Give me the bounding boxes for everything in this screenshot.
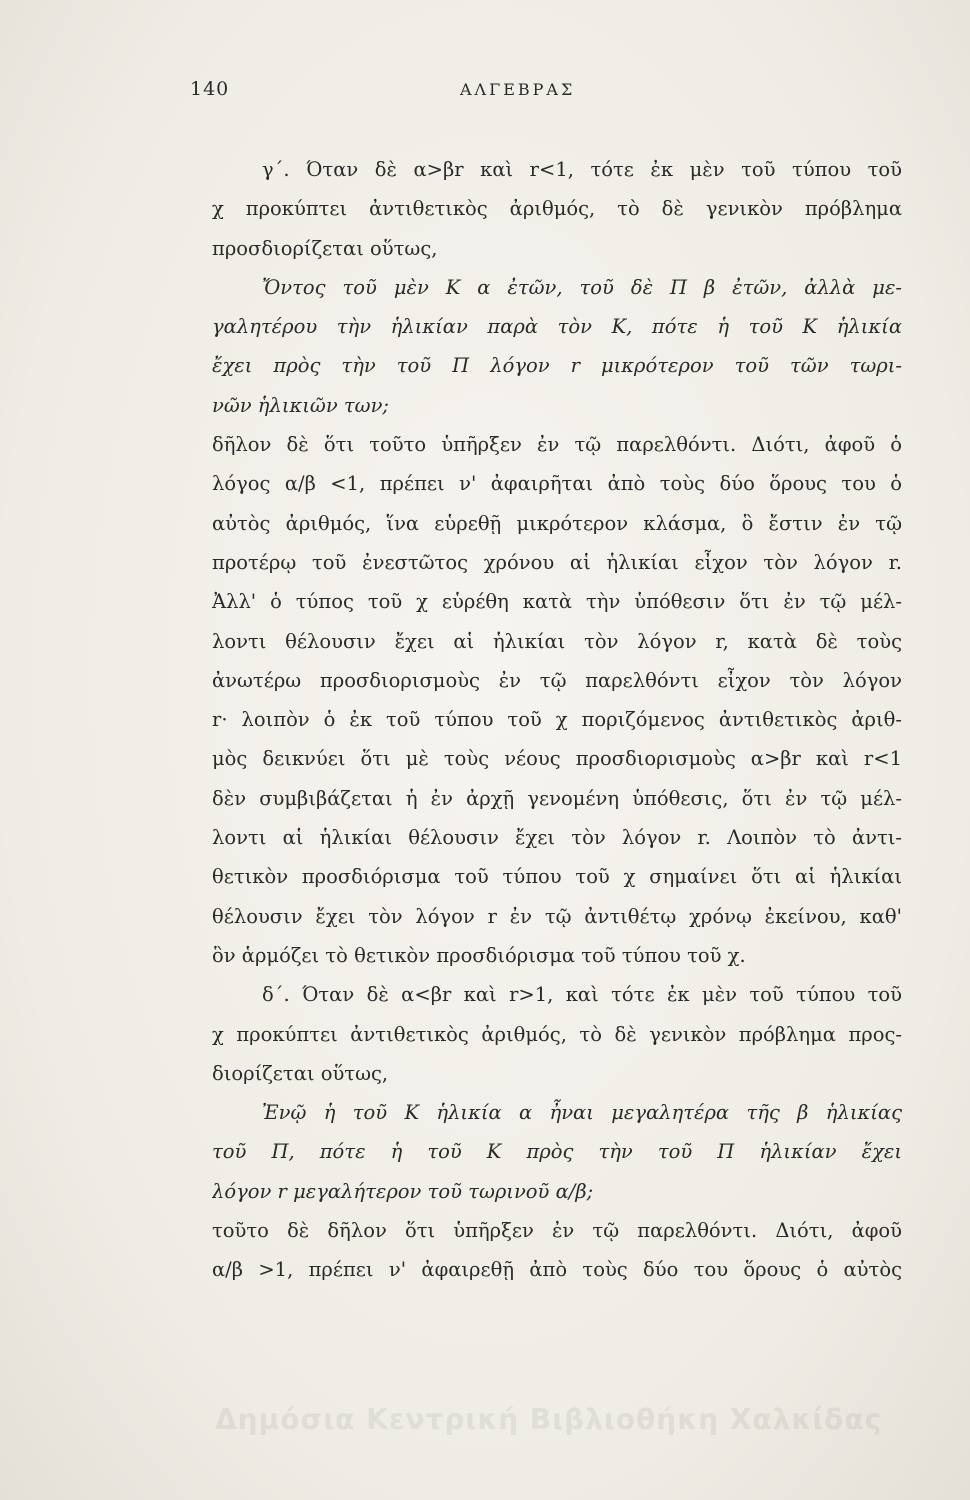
text-line: λοντι αἱ ἡλικίαι θέλουσιν ἔχει τὸν λόγον r. Λοιπὸν τὸ ἀντι- [212,826,902,850]
text-line: ἀνωτέρω προσδιορισμοὺς ἐν τῷ παρελθόντι εἶχον τὸν λόγον [212,668,902,692]
text-line: διορίζεται οὕτως, [212,1061,389,1085]
text-line: λόγος α/β <1, πρέπει ν' ἀφαιρῆται ἀπὸ τοὺς δύο ὅρους του ὁ [212,472,902,496]
body-text [212,150,902,1290]
text-line: Ὄντος τοῦ μὲν Κ α ἐτῶν, τοῦ δὲ Π β ἐτῶν, ἀλλὰ με- [262,275,902,299]
library-watermark: Δημόσια Κεντρική Βιβλιοθήκη Χαλκίδας [215,1403,883,1436]
text-line: λόγον r μεγαλήτερον τοῦ τωρινοῦ α/β; [212,1179,594,1203]
text-line: ἔχει πρὸς τὴν τοῦ Π λόγον r μικρότερον τοῦ τῶν τωρι- [212,354,902,378]
text-line: δὲν συμβιβάζεται ἡ ἐν ἀρχῇ γενομένη ὑπόθεσις, ὅτι ἐν τῷ μέλ- [212,786,902,810]
text-line: γ΄. Όταν δὲ α>βr καὶ r<1, τότε ἐκ μὲν τοῦ τύπου τοῦ [262,158,902,181]
text-line: Ἀλλ' ὁ τύπος τοῦ χ εὑρέθη κατὰ τὴν ὑπόθεσιν ὅτι ἐν τῷ μέλ- [212,590,902,614]
text-line: προσδιορίζεται οὕτως, [212,236,438,260]
text-line: ὃν ἁρμόζει τὸ θετικὸν προσδιόρισμα τοῦ τύπου τοῦ χ. [212,943,746,967]
text-line: δῆλον δὲ ὅτι τοῦτο ὑπῆρξεν ἐν τῷ παρελθόντι. Διότι, ἀφοῦ ὁ [212,433,902,457]
text-line: προτέρῳ τοῦ ἐνεστῶτος χρόνου αἱ ἡλικίαι εἶχον τὸν λόγον r. [212,550,902,574]
text-line: Ἐνῷ ἡ τοῦ Κ ἡλικία α ἦναι μεγαλητέρα τῆς β ἡλικίας [262,1101,902,1125]
page-header [190,78,890,108]
text-line: λοντι θέλουσιν ἔχει αἱ ἡλικίαι τὸν λόγον r, κατὰ δὲ τοὺς [212,629,902,653]
text-line: δ΄. Όταν δὲ α<βr καὶ r>1, καὶ τότε ἐκ μὲν τοῦ τύπου τοῦ [262,983,902,1007]
text-line: τοῦ Π, πότε ἡ τοῦ Κ πρὸς τὴν τοῦ Π ἡλικίαν ἔχει [212,1140,902,1164]
running-title: ΑΛΓΕΒΡΑΣ [460,80,576,99]
text-line: χ προκύπτει ἀντιθετικὸς ἀριθμός, τὸ δὲ γενικὸν πρόβλημα [212,197,902,221]
page-number: 140 [190,78,230,100]
text-line: θέλουσιν ἔχει τὸν λόγον r ἐν τῷ ἀντιθέτῳ χρόνῳ ἐκείνου, καθ' [212,904,902,928]
text-line: τοῦτο δὲ δῆλον ὅτι ὑπῆρξεν ἐν τῷ παρελθόντι. Διότι, ἀφοῦ [212,1219,902,1243]
text-line: α/β >1, πρέπει ν' ἀφαιρεθῇ ἀπὸ τοὺς δύο του ὅρους ὁ αὐτὸς [212,1258,902,1282]
text-line: αὐτὸς ἀριθμός, ἵνα εὑρεθῇ μικρότερον κλάσμα, ὃ ἔστιν ἐν τῷ [212,511,902,535]
text-line: χ προκύπτει ἀντιθετικὸς ἀριθμός, τὸ δὲ γενικὸν πρόβλημα προς- [212,1022,902,1046]
text-line: μὸς δεικνύει ὅτι μὲ τοὺς νέους προσδιορισμοὺς α>βr καὶ r<1 [212,747,902,771]
text-line: θετικὸν προσδιόρισμα τοῦ τύπου τοῦ χ σημαίνει ὅτι αἱ ἡλικίαι [212,865,902,889]
text-line: νῶν ἡλικιῶν των; [212,393,389,417]
text-line: γαλητέρου τὴν ἡλικίαν παρὰ τὸν Κ, πότε ἡ τοῦ Κ ἡλικία [212,315,902,339]
text-line: r· λοιπὸν ὁ ἐκ τοῦ τύπου τοῦ χ ποριζόμενος ἀντιθετικὸς ἀριθ- [212,708,902,732]
